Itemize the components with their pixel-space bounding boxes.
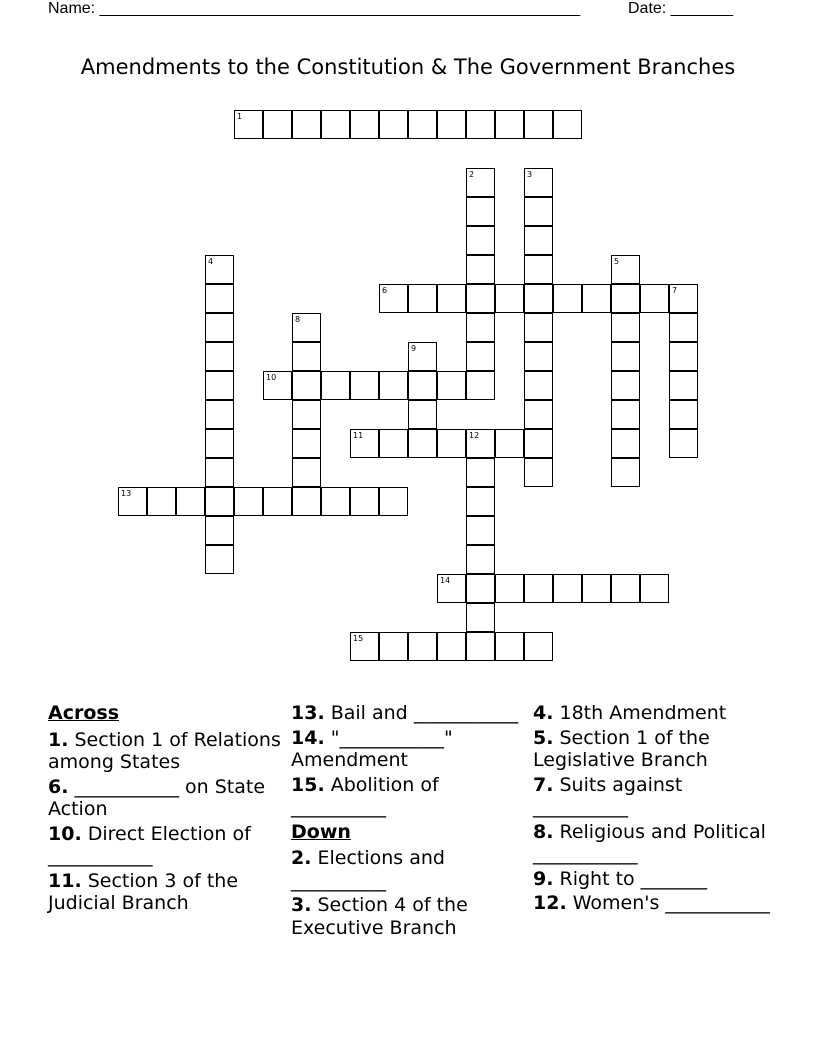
crossword-cell[interactable] [292, 371, 321, 400]
crossword-cell[interactable] [524, 458, 553, 487]
crossword-cell[interactable] [408, 632, 437, 661]
crossword-cell[interactable] [350, 487, 379, 516]
crossword-cell[interactable] [350, 632, 379, 661]
crossword-cell[interactable] [408, 400, 437, 429]
clue-text: Direct Election of ___________ [48, 822, 251, 867]
crossword-cell[interactable] [263, 487, 292, 516]
crossword-cell[interactable] [437, 371, 466, 400]
clue-number: 11. [48, 869, 82, 892]
crossword-cell[interactable] [234, 487, 263, 516]
crossword-cell[interactable] [205, 284, 234, 313]
crossword-cell[interactable] [292, 400, 321, 429]
crossword-cell[interactable] [466, 342, 495, 371]
crossword-cell[interactable] [611, 429, 640, 458]
across-clue-list [48, 729, 284, 915]
crossword-cell[interactable] [669, 429, 698, 458]
crossword-cell[interactable] [669, 284, 698, 313]
clue-item [533, 868, 773, 891]
across-heading: Across [48, 702, 120, 724]
crossword-cell[interactable] [408, 284, 437, 313]
crossword-cell[interactable] [553, 284, 582, 313]
crossword-cell[interactable] [205, 429, 234, 458]
crossword-cell[interactable] [524, 371, 553, 400]
crossword-cell[interactable] [466, 487, 495, 516]
crossword-cell[interactable] [495, 284, 524, 313]
crossword-cell[interactable] [466, 226, 495, 255]
clue-text: Section 3 of the Judicial Branch [48, 869, 239, 914]
clue-number: 7. [533, 773, 554, 796]
clue-item [291, 847, 527, 892]
cell-number: 3 [527, 170, 533, 179]
crossword-cell[interactable] [437, 429, 466, 458]
crossword-cell[interactable] [379, 632, 408, 661]
crossword-cell[interactable] [611, 342, 640, 371]
crossword-cell[interactable] [292, 458, 321, 487]
crossword-cell[interactable] [205, 371, 234, 400]
clue-item [533, 727, 773, 772]
crossword-cell[interactable] [205, 458, 234, 487]
crossword-cell[interactable] [408, 371, 437, 400]
cell-number: 2 [469, 170, 475, 179]
crossword-cell[interactable] [524, 400, 553, 429]
crossword-cell[interactable] [205, 545, 234, 574]
crossword-cell[interactable] [611, 574, 640, 603]
clue-item [48, 729, 284, 774]
crossword-cell[interactable] [524, 632, 553, 661]
clue-item [291, 774, 527, 819]
clue-item [291, 727, 527, 772]
crossword-cell[interactable] [466, 574, 495, 603]
crossword-cell[interactable] [205, 400, 234, 429]
crossword-cell[interactable] [466, 545, 495, 574]
crossword-cell[interactable] [205, 342, 234, 371]
crossword-cell[interactable] [292, 342, 321, 371]
clue-item [291, 894, 527, 939]
crossword-cell[interactable] [524, 429, 553, 458]
clue-text: Bail and ___________ [324, 702, 519, 724]
crossword-cell[interactable] [408, 342, 437, 371]
clue-text: Section 1 of the Legislative Branch [533, 726, 710, 771]
clue-item [533, 821, 773, 866]
crossword-cell[interactable] [495, 429, 524, 458]
crossword-cell[interactable] [205, 313, 234, 342]
clue-text: Religious and Political ___________ [533, 820, 766, 865]
date-field-label[interactable]: Date: _______ [628, 0, 733, 17]
clue-item [533, 702, 773, 725]
clue-number: 4. [533, 702, 554, 724]
crossword-cell[interactable] [321, 487, 350, 516]
clue-text: Section 4 of the Executive Branch [291, 894, 468, 939]
crossword-cell[interactable] [611, 284, 640, 313]
clue-text: Section 1 of Relations among States [48, 728, 281, 773]
crossword-cell[interactable] [466, 284, 495, 313]
crossword-cell[interactable] [379, 371, 408, 400]
crossword-cell[interactable] [350, 429, 379, 458]
crossword-cell[interactable] [669, 342, 698, 371]
page-title: Amendments to the Constitution & The Government Branches [80, 55, 736, 79]
crossword-cell[interactable] [466, 197, 495, 226]
clue-number: 14. [291, 726, 325, 749]
cell-number: 13 [121, 489, 132, 498]
crossword-cell[interactable] [292, 429, 321, 458]
crossword-cell[interactable] [263, 110, 292, 139]
clue-item [48, 823, 284, 868]
clue-number: 5. [533, 726, 554, 749]
cell-number: 1 [237, 112, 243, 121]
cell-number: 11 [353, 431, 364, 440]
clue-text: 18th Amendment [553, 702, 727, 724]
crossword-cell[interactable] [495, 632, 524, 661]
down-clue-list-continued [533, 702, 773, 915]
crossword-cell[interactable] [466, 632, 495, 661]
crossword-cell[interactable] [611, 371, 640, 400]
crossword-cell[interactable] [611, 313, 640, 342]
crossword-cell[interactable] [466, 371, 495, 400]
crossword-cell[interactable] [669, 313, 698, 342]
clue-text: Elections and __________ [291, 847, 445, 892]
clue-number: 1. [48, 728, 69, 751]
cell-number: 12 [469, 431, 480, 440]
cell-number: 14 [440, 576, 451, 585]
cell-number: 5 [614, 257, 620, 266]
crossword-cell[interactable] [611, 255, 640, 284]
crossword-cell[interactable] [495, 110, 524, 139]
crossword-cell[interactable] [147, 487, 176, 516]
clue-item [533, 774, 773, 819]
crossword-cell[interactable] [495, 574, 524, 603]
crossword-cell[interactable] [118, 487, 147, 516]
crossword-cell[interactable] [524, 574, 553, 603]
crossword-cell[interactable] [205, 487, 234, 516]
crossword-cell[interactable] [524, 342, 553, 371]
clue-text: Right to _______ [553, 867, 708, 890]
crossword-cell[interactable] [582, 284, 611, 313]
cell-number: 9 [411, 344, 417, 353]
crossword-cell[interactable] [611, 400, 640, 429]
crossword-cell[interactable] [466, 110, 495, 139]
crossword-cell[interactable] [466, 168, 495, 197]
crossword-cell[interactable] [524, 197, 553, 226]
clue-number: 2. [291, 847, 312, 869]
clue-number: 12. [533, 892, 567, 914]
crossword-cell[interactable] [350, 110, 379, 139]
clue-number: 13. [291, 702, 325, 724]
cell-number: 8 [295, 315, 301, 324]
crossword-cell[interactable] [524, 168, 553, 197]
crossword-cell[interactable] [292, 313, 321, 342]
crossword-cell[interactable] [640, 284, 669, 313]
crossword-cell[interactable] [205, 255, 234, 284]
crossword-cell[interactable] [466, 603, 495, 632]
crossword-cell[interactable] [466, 255, 495, 284]
clue-text: "___________" Amendment [291, 726, 453, 771]
crossword-cell[interactable] [176, 487, 205, 516]
crossword-cell[interactable] [524, 110, 553, 139]
crossword-cell[interactable] [263, 371, 292, 400]
crossword-cell[interactable] [669, 371, 698, 400]
clues-column-3 [533, 702, 773, 917]
down-heading: Down [291, 820, 351, 843]
crossword-cell[interactable] [640, 574, 669, 603]
crossword-cell[interactable] [553, 574, 582, 603]
crossword-cell[interactable] [437, 284, 466, 313]
crossword-cell[interactable] [321, 371, 350, 400]
crossword-cell[interactable] [379, 284, 408, 313]
crossword-cell[interactable] [408, 110, 437, 139]
crossword-cell[interactable] [524, 226, 553, 255]
crossword-cell[interactable] [437, 574, 466, 603]
clue-text: Abolition of __________ [291, 773, 439, 818]
crossword-cell[interactable] [466, 458, 495, 487]
crossword-cell[interactable] [524, 284, 553, 313]
crossword-cell[interactable] [234, 110, 263, 139]
crossword-cell[interactable] [466, 313, 495, 342]
crossword-cell[interactable] [524, 255, 553, 284]
clue-text: ___________ on State Action [48, 775, 266, 820]
crossword-cell[interactable] [466, 516, 495, 545]
clue-number: 8. [533, 820, 554, 843]
clues-column-2 [291, 702, 527, 941]
crossword-cell[interactable] [292, 110, 321, 139]
clue-item [291, 702, 527, 725]
cell-number: 7 [672, 286, 678, 295]
clue-item [533, 892, 773, 915]
name-field-label[interactable]: Name: ______________________________________________________ [48, 0, 581, 17]
crossword-cell[interactable] [582, 574, 611, 603]
crossword-cell[interactable] [321, 110, 350, 139]
crossword-cell[interactable] [379, 429, 408, 458]
crossword-cell[interactable] [205, 516, 234, 545]
crossword-cell[interactable] [466, 429, 495, 458]
crossword-cell[interactable] [292, 487, 321, 516]
crossword-cell[interactable] [524, 313, 553, 342]
clue-number: 15. [291, 773, 325, 796]
cell-number: 10 [266, 373, 277, 382]
clue-number: 3. [291, 894, 312, 916]
clue-number: 6. [48, 775, 69, 798]
clue-number: 10. [48, 822, 82, 845]
crossword-cell[interactable] [669, 400, 698, 429]
clue-text: Suits against __________ [533, 773, 683, 818]
cell-number: 6 [382, 286, 388, 295]
cell-number: 4 [208, 257, 214, 266]
crossword-cell[interactable] [350, 371, 379, 400]
crossword-cell[interactable] [379, 110, 408, 139]
crossword-cell[interactable] [553, 110, 582, 139]
cell-number: 15 [353, 634, 364, 643]
down-clue-list [291, 847, 527, 939]
crossword-cell[interactable] [437, 632, 466, 661]
crossword-cell[interactable] [408, 429, 437, 458]
clue-item [48, 776, 284, 821]
across-clue-list-continued [291, 702, 527, 819]
crossword-cell[interactable] [379, 487, 408, 516]
clue-item [48, 870, 284, 915]
crossword-cell[interactable] [611, 458, 640, 487]
clue-text: Women's ___________ [566, 892, 770, 914]
clue-number: 9. [533, 867, 554, 890]
crossword-cell[interactable] [437, 110, 466, 139]
clues-column-1 [48, 702, 284, 917]
